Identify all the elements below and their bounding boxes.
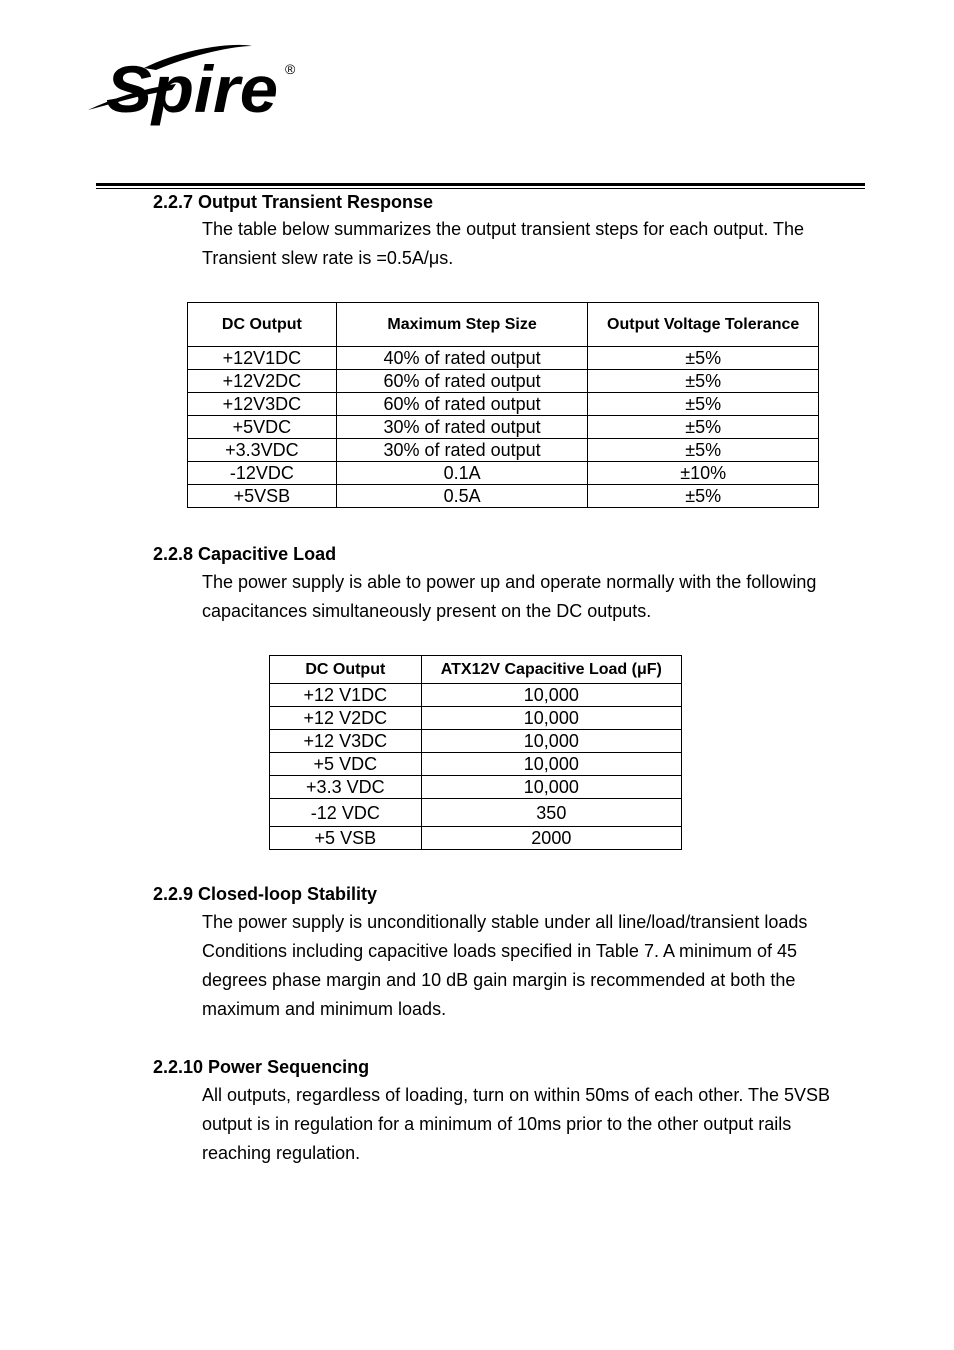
section-heading-2-2-7: 2.2.7 Output Transient Response	[153, 192, 434, 212]
table-row	[270, 707, 682, 730]
table-cell: +5VSB	[188, 485, 337, 508]
header-rule-thick	[96, 183, 865, 186]
table-cell: 10,000	[421, 707, 681, 730]
capacitive-load-table	[269, 655, 682, 850]
table-cell: ±5%	[588, 416, 819, 439]
table-cell: ±5%	[588, 439, 819, 462]
table-cell: +5 VDC	[270, 753, 422, 776]
table-cell: +3.3 VDC	[270, 776, 422, 799]
table-row	[188, 416, 819, 439]
table-row	[188, 393, 819, 416]
table-cell: ±5%	[588, 485, 819, 508]
table-row	[270, 730, 682, 753]
table-cell: -12VDC	[188, 462, 337, 485]
table-cell: 10,000	[421, 730, 681, 753]
section-heading-2-2-8: 2.2.8 Capacitive Load	[153, 544, 337, 564]
table-cell: ±5%	[588, 370, 819, 393]
section-paragraph-2-2-10: All outputs, regardless of loading, turn on within 50ms of each other. The 5VSB output is in regulation for a minimum of 10ms prior to the other output rails reaching regulation.	[202, 1085, 831, 1163]
table-header: ATX12V Capacitive Load (μF)	[421, 656, 681, 684]
table-row	[270, 753, 682, 776]
table-header-row	[270, 656, 682, 684]
table-row	[270, 776, 682, 799]
table-row	[188, 370, 819, 393]
table-cell: 2000	[421, 827, 681, 850]
table-header: Output Voltage Tolerance	[588, 303, 819, 347]
table-row	[270, 827, 682, 850]
table-cell: 0.1A	[336, 462, 588, 485]
registered-mark: ®	[285, 61, 296, 77]
section-paragraph-2-2-9: The power supply is unconditionally stable under all line/load/transient loads Conditions including capacitive loads specified in Table 7. A minimum of 45 degrees phase margin and 10 dB gain margin is recommended at both the maximum and minimum loads.	[202, 912, 808, 1019]
table-cell: 30% of rated output	[336, 439, 588, 462]
table-row	[188, 462, 819, 485]
table-row	[188, 347, 819, 370]
table-cell: 10,000	[421, 776, 681, 799]
table-cell: 350	[421, 799, 681, 827]
table-cell: +12V2DC	[188, 370, 337, 393]
table-cell: ±5%	[588, 347, 819, 370]
table-cell: +3.3VDC	[188, 439, 337, 462]
table-header: Maximum Step Size	[336, 303, 588, 347]
table-cell: ±5%	[588, 393, 819, 416]
section-heading-2-2-10: 2.2.10 Power Sequencing	[153, 1057, 370, 1077]
section-paragraph-2-2-7: The table below summarizes the output transient steps for each output. The Transient slew rate is =0.5A/μs.	[202, 219, 805, 268]
table-cell: 30% of rated output	[336, 416, 588, 439]
table-cell: +5 VSB	[270, 827, 422, 850]
table-row	[270, 684, 682, 707]
transient-response-table	[187, 302, 819, 508]
table-cell: +12 V2DC	[270, 707, 422, 730]
table-cell: 60% of rated output	[336, 370, 588, 393]
table-cell: +12 V3DC	[270, 730, 422, 753]
table-header: DC Output	[188, 303, 337, 347]
section-heading-2-2-9: 2.2.9 Closed-loop Stability	[153, 884, 378, 904]
header-rule-thin	[96, 188, 865, 189]
table-cell: +12V3DC	[188, 393, 337, 416]
spire-logo	[84, 40, 304, 130]
table-cell: +5VDC	[188, 416, 337, 439]
table-row	[270, 799, 682, 827]
table-cell: ±10%	[588, 462, 819, 485]
table-row	[188, 439, 819, 462]
table-cell: 40% of rated output	[336, 347, 588, 370]
table-cell: 0.5A	[336, 485, 588, 508]
table-cell: -12 VDC	[270, 799, 422, 827]
table-cell: 60% of rated output	[336, 393, 588, 416]
table-cell: +12 V1DC	[270, 684, 422, 707]
table-header-row	[188, 303, 819, 347]
logo-wordmark: Spire	[106, 52, 278, 126]
table-cell: 10,000	[421, 684, 681, 707]
table-header: DC Output	[270, 656, 422, 684]
table-cell: +12V1DC	[188, 347, 337, 370]
section-paragraph-2-2-8: The power supply is able to power up and operate normally with the following capacitances simultaneously present on the DC outputs.	[202, 572, 817, 621]
table-cell: 10,000	[421, 753, 681, 776]
table-row	[188, 485, 819, 508]
